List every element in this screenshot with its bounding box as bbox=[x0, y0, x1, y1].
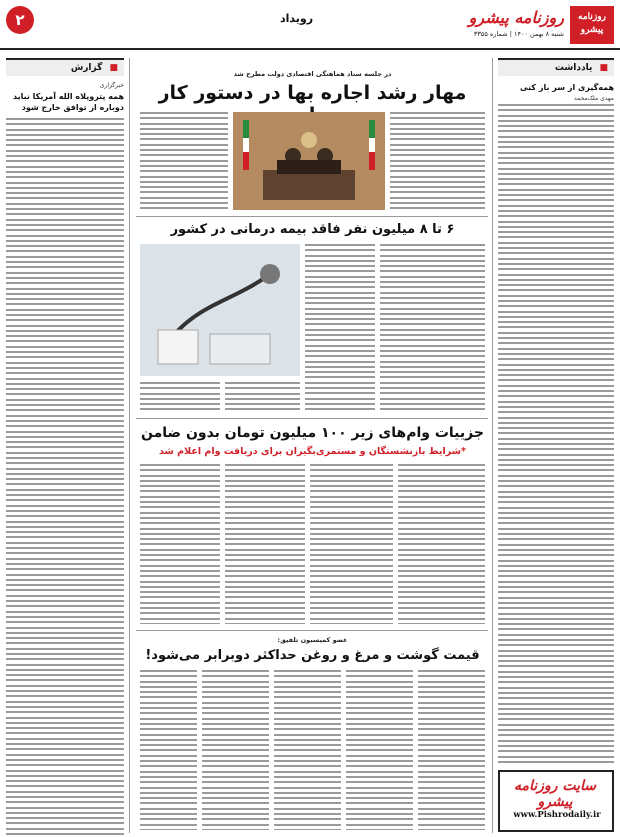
dateline: شنبه ۸ بهمن ۱۴۰۰ | شماره ۳۳۵۵ bbox=[473, 30, 564, 38]
left-kicker: خبرگزاری bbox=[99, 82, 124, 89]
story2-body-bottom2 bbox=[140, 382, 220, 412]
right-column-title: همه‌گیری از سر باز کنی bbox=[520, 83, 614, 92]
story1-headline: مهار رشد اجاره بها در دستور کار bbox=[158, 82, 467, 104]
ad-url[interactable]: www.Pishrodaily.ir bbox=[513, 810, 601, 820]
ad-title: سایت روزنامه پیشرو bbox=[514, 778, 596, 810]
story3-body-col3 bbox=[225, 464, 305, 624]
newspaper-logo: روزنامه پیشرو bbox=[570, 6, 614, 44]
story3-body-col4 bbox=[140, 464, 220, 624]
story4-body-col4 bbox=[202, 670, 269, 830]
stethoscope-art bbox=[140, 244, 300, 376]
meeting-photo bbox=[233, 112, 385, 210]
page-header bbox=[0, 0, 620, 50]
column-header-label: یادداشت bbox=[554, 63, 593, 73]
column-header-note bbox=[498, 58, 614, 76]
meeting-photo-art bbox=[233, 112, 385, 210]
story1-body-left bbox=[140, 112, 228, 212]
story2-body-bottom bbox=[225, 382, 300, 412]
section-label: رویداد bbox=[280, 12, 314, 25]
column-divider bbox=[129, 58, 130, 833]
story-divider bbox=[136, 630, 488, 631]
story1-kicker: در جلسه ستاد هماهنگی اقتصادی دولت مطرح شد bbox=[233, 70, 392, 78]
story3-body-col2 bbox=[310, 464, 393, 624]
story4-kicker: عضو کمیسیون تلفیق: bbox=[277, 636, 348, 644]
story2-headline: ۶ تا ۸ میلیون نفر فاقد بیمه درمانی در کشور bbox=[170, 222, 455, 237]
page-number: ۲ bbox=[6, 6, 34, 34]
bullet-icon: ■ bbox=[599, 63, 608, 73]
story4-body-col2 bbox=[346, 670, 413, 830]
story3-headline: جزییات وام‌های زیر ۱۰۰ میلیون تومان بدون ضامن bbox=[141, 425, 484, 441]
website-ad[interactable] bbox=[498, 770, 614, 832]
masthead: روزنامه پیشرو bbox=[468, 8, 564, 27]
column-header-label: گزارش bbox=[70, 63, 103, 73]
left-column-body bbox=[6, 118, 124, 837]
story2-body-col2 bbox=[305, 244, 375, 414]
health-photo bbox=[140, 244, 300, 376]
story3-subhead: *شرایط بازنشستگان و مستمری‌بگیران برای دریافت وام اعلام شد bbox=[159, 446, 466, 457]
story4-body-col3 bbox=[274, 670, 341, 830]
story4-headline: قیمت گوشت و مرغ و روغن حداکثر دوبرابر می‌شود! bbox=[145, 648, 480, 663]
story-divider bbox=[136, 418, 488, 419]
story-divider bbox=[136, 216, 488, 217]
story4-body-col1 bbox=[418, 670, 485, 830]
story1-body-right bbox=[390, 112, 485, 212]
right-column-body bbox=[498, 104, 614, 764]
column-header-report bbox=[6, 58, 124, 76]
right-column-byline: مهدی ملک‌محمد bbox=[573, 95, 614, 102]
left-column-title: همه پتروپلاه الله آمریکا نباید دوباره از توافق خارج شود bbox=[12, 92, 124, 112]
story3-body-col1 bbox=[398, 464, 485, 624]
bullet-icon: ■ bbox=[109, 63, 118, 73]
story2-body-col1 bbox=[380, 244, 485, 414]
column-divider bbox=[492, 58, 493, 833]
story4-body-col5 bbox=[140, 670, 197, 830]
